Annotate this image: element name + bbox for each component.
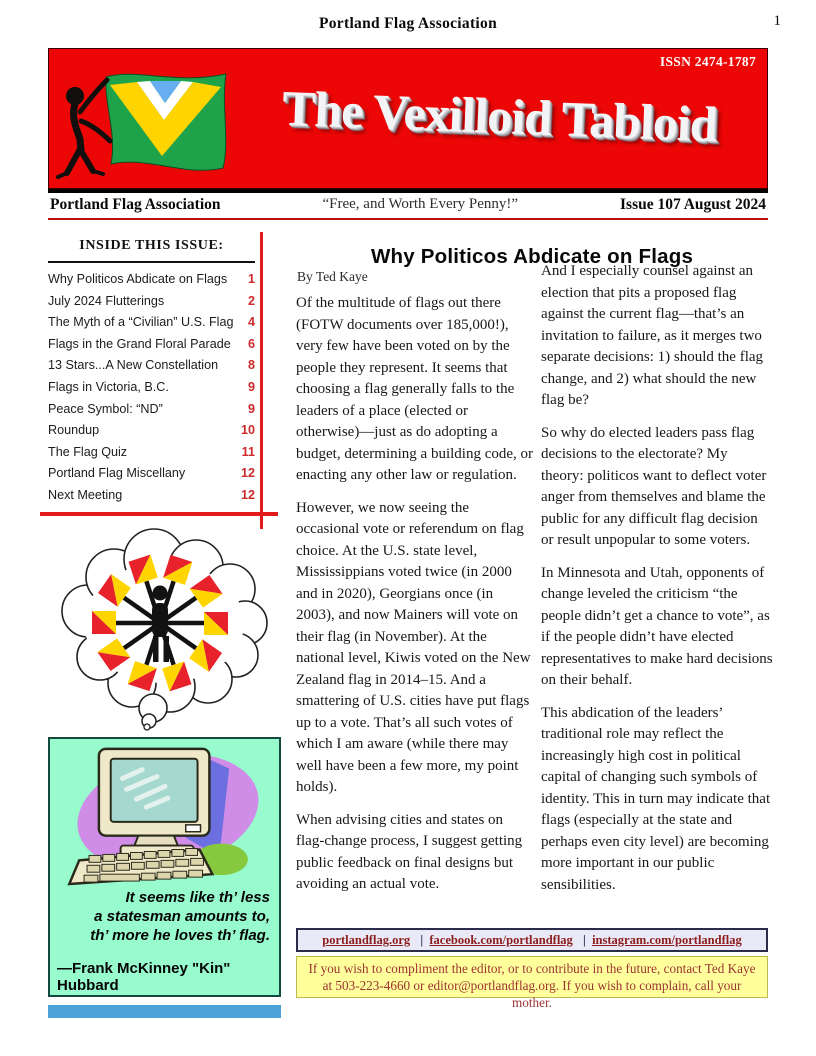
contact-line-1: If you wish to compliment the editor, or to contribute in the future, contact Ted Kaye bbox=[308, 961, 756, 976]
toc-rule bbox=[48, 261, 255, 263]
toc-item-page: 11 bbox=[241, 444, 255, 459]
toc-horizontal-rule bbox=[40, 512, 278, 516]
article-paragraph: And I especially counsel against an election that pits a proposed flag against the current flag—that’s an invitation to failure, as it merges two separate decisions: 1) should the flag change, and 2) what should the new flag be? bbox=[541, 263, 764, 408]
toc-item-page: 2 bbox=[247, 293, 255, 308]
article-column-2 bbox=[541, 261, 773, 907]
article-paragraph: When advising cities and states on flag-change process, I suggest getting public feedback on final designs but avoiding an actual vote. bbox=[296, 811, 523, 892]
running-header bbox=[48, 13, 781, 33]
article-byline: By Ted Kaye bbox=[297, 269, 368, 284]
toc bbox=[48, 238, 255, 507]
toc-item bbox=[48, 420, 255, 442]
article-paragraph: So why do elected leaders pass flag decisions to the electorate? My theory: politicos want to deflect voter anger from themselves and blame the public for any difficult flag decision or result unpopular to some voters. bbox=[541, 424, 767, 548]
footer-link-item bbox=[414, 931, 573, 948]
editor-contact-box bbox=[296, 956, 768, 1010]
toc-item-page: 10 bbox=[240, 423, 255, 438]
article-paragraph: Of the multitude of flags out there (FOTW documents over 185,000!), very few have been voted on by the people they represent. It seems that choosing a flag generally falls to the leaders of a place (elected or otherwise)—just as do adopting a budget, determining a building code, or enacting any other law or regulation. bbox=[296, 295, 534, 483]
issn-label: ISSN 2474-1787 bbox=[659, 54, 756, 69]
toc-item-page: 9 bbox=[247, 379, 255, 394]
toc-item-label: Flags in the Grand Floral Parade bbox=[48, 336, 231, 351]
article-paragraph: However, we now seeing the occasional vote or referendum on flag choice. At the U.S. state level, Mississippians voted twice (in 2000 and in 2020), Georgians once (in 2003), and now Mainers will vote on their flag (in November). At the national level, Kiwis voted on the New Zealand flag in 2014–15. And a smattering of U.S. cities have put flags up to a vote. That’s all such votes of which I am aware (while there may well have been a few more, my point holds). bbox=[296, 499, 531, 795]
toc-item bbox=[48, 334, 255, 356]
contact-line-2: at 503-223-4660 or editor@portlandflag.org. If you wish to complain, call your mother. bbox=[322, 978, 742, 1010]
toc-item-page: 4 bbox=[247, 315, 255, 330]
footer-link-item bbox=[322, 931, 410, 948]
footer-link-item bbox=[577, 931, 742, 948]
toc-item-label: Flags in Victoria, B.C. bbox=[48, 379, 169, 394]
quote-card bbox=[48, 737, 281, 997]
toc-item-label: Portland Flag Miscellany bbox=[48, 466, 186, 481]
semaphore-thought-bubble-image bbox=[52, 526, 274, 736]
masthead-title: The Vexilloid Tabloid bbox=[281, 79, 718, 153]
toc-item-label: Next Meeting bbox=[48, 487, 123, 502]
article-column-1 bbox=[296, 293, 535, 907]
toc-item-label: Why Politicos Abdicate on Flags bbox=[48, 272, 228, 286]
toc-item bbox=[48, 291, 255, 313]
toc-item-label: Roundup bbox=[48, 423, 100, 438]
masthead bbox=[48, 48, 768, 189]
toc-item-label: Peace Symbol: “ND” bbox=[48, 401, 163, 416]
toc-item bbox=[48, 355, 255, 377]
article-paragraph: This abdication of the leaders’ traditional role may reflect the increasingly high cost in political capital of changing such symbols of identity. This in turn may indicate that flags (especially at the state and perhaps even city level) are becoming more important in our public sensibilities. bbox=[541, 704, 771, 893]
computer-clipart-image bbox=[50, 739, 279, 887]
footer-link[interactable]: facebook.com/portlandflag bbox=[429, 933, 573, 947]
toc-item-page: 12 bbox=[240, 487, 255, 502]
toc-item-page: 8 bbox=[247, 358, 255, 373]
bottom-blue-bar bbox=[48, 1005, 281, 1018]
toc-item-label: The Flag Quiz bbox=[48, 444, 128, 459]
subheader-tagline: “Free, and Worth Every Penny!” bbox=[322, 196, 519, 212]
subheader-association: Portland Flag Association bbox=[50, 195, 221, 213]
toc-item bbox=[48, 399, 255, 421]
subheader-strip bbox=[48, 189, 768, 220]
quote-line: It seems like th’ less bbox=[125, 889, 270, 906]
social-links-bar bbox=[296, 928, 768, 952]
toc-vertical-rule bbox=[260, 232, 263, 529]
footer-link[interactable]: portlandflag.org bbox=[322, 933, 411, 947]
toc-item-label: 13 Stars...A New Constellation bbox=[48, 358, 219, 373]
toc-item bbox=[48, 269, 255, 291]
toc-heading: INSIDE THIS ISSUE: bbox=[79, 238, 224, 253]
article-paragraph: In Minnesota and Utah, opponents of change leveled the criticism “the people didn’t get a chance to vote”, as if the people didn’t have elected representatives to make hard decisions on their behalf. bbox=[541, 564, 773, 688]
toc-item bbox=[48, 463, 255, 485]
toc-item-page: 1 bbox=[247, 272, 255, 286]
subheader-issue: Issue 107 August 2024 bbox=[620, 195, 766, 213]
article-title: Why Politicos Abdicate on Flags bbox=[370, 244, 694, 268]
toc-item-label: The Myth of a “Civilian” U.S. Flag bbox=[48, 315, 234, 330]
toc-item bbox=[48, 312, 255, 334]
footer-link[interactable]: instagram.com/portlandflag bbox=[592, 933, 742, 947]
quote-line: a statesman amounts to, bbox=[94, 907, 270, 925]
statesman-quote bbox=[50, 887, 279, 945]
running-header-title: Portland Flag Association bbox=[318, 15, 497, 32]
quote-line: th’ more he loves th’ flag. bbox=[90, 926, 270, 944]
toc-item-label: July 2024 Flutterings bbox=[48, 293, 165, 308]
toc-item bbox=[48, 377, 255, 399]
toc-item-page: 9 bbox=[247, 401, 255, 416]
quote-attribution: —Frank McKinney "Kin" Hubbard bbox=[57, 960, 231, 995]
toc-item-page: 6 bbox=[247, 336, 255, 351]
toc-item-page: 12 bbox=[240, 466, 255, 481]
toc-item bbox=[48, 442, 255, 464]
pfa-flag-logo-icon bbox=[54, 55, 242, 183]
page-number: 1 bbox=[773, 13, 781, 29]
toc-item bbox=[48, 485, 255, 507]
